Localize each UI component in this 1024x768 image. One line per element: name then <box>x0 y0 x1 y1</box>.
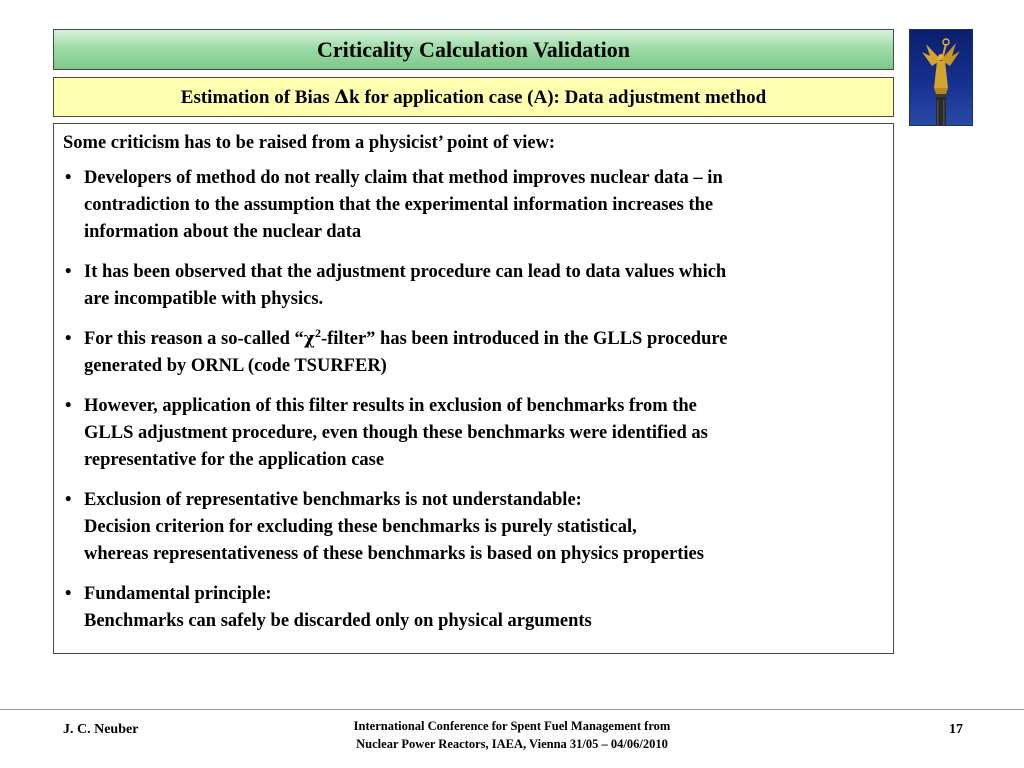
bullet-line: Exclusion of representative benchmarks is not understandable: <box>84 490 582 510</box>
footer-author: J. C. Neuber <box>63 722 139 737</box>
bullet-line: are incompatible with physics. <box>84 289 324 309</box>
slide-subtitle <box>181 86 766 109</box>
slide-title: Criticality Calculation Validation <box>317 36 630 62</box>
bullet-marker: • <box>65 396 72 416</box>
chi-symbol: χ <box>303 329 315 349</box>
bullet-marker: • <box>65 262 72 282</box>
bullet-line: Fundamental principle: <box>84 584 272 604</box>
content-box <box>53 123 894 654</box>
bullet-line: GLLS adjustment procedure, even though these benchmarks were identified as <box>84 423 708 443</box>
bullet-item <box>63 259 883 313</box>
footer-divider <box>0 709 1024 710</box>
footer-conference-line: International Conference for Spent Fuel Management from <box>353 719 671 733</box>
chi-filter-suffix: -filter” has been introduced in the GLLS procedure <box>320 329 728 349</box>
footer-conference <box>262 717 762 753</box>
bullet-line: information about the nuclear data <box>84 222 362 242</box>
bullet-item <box>63 581 883 635</box>
bullet-item <box>63 326 883 380</box>
intro-text: Some criticism has to be raised from a physicist’ point of view: <box>63 133 556 153</box>
subtitle-suffix: k for application case (A): Data adjustment method <box>349 86 767 108</box>
slide-subtitle-bar <box>53 77 894 117</box>
bullet-item <box>63 393 883 474</box>
chi-filter-prefix: For this reason a so-called “ <box>84 329 304 349</box>
bullet-line: Developers of method do not really claim that method improves nuclear data – in <box>84 168 723 188</box>
delta-symbol: Δ <box>334 85 350 108</box>
bullet-line <box>84 326 883 353</box>
page-number: 17 <box>949 722 963 737</box>
chi-superscript: 2 <box>314 325 321 340</box>
bullet-line: Decision criterion for excluding these benchmarks is purely statistical, <box>84 517 637 537</box>
victory-column-statue-icon <box>909 29 973 126</box>
bullet-item <box>63 487 883 568</box>
bullet-marker: • <box>65 329 72 349</box>
slide-title-bar <box>53 29 894 70</box>
bullet-item <box>63 165 883 246</box>
bullet-line: However, application of this filter results in exclusion of benchmarks from the <box>84 396 697 416</box>
bullet-marker: • <box>65 490 72 510</box>
bullet-line: Benchmarks can safely be discarded only on physical arguments <box>84 611 592 631</box>
bullet-line: representative for the application case <box>84 450 385 470</box>
bullet-line: It has been observed that the adjustment procedure can lead to data values which <box>84 262 727 282</box>
subtitle-prefix: Estimation of Bias <box>180 86 335 108</box>
footer-conference-line: Nuclear Power Reactors, IAEA, Vienna 31/05 – 04/06/2010 <box>356 737 668 751</box>
bullet-marker: • <box>65 168 72 188</box>
bullet-line: generated by ORNL (code TSURFER) <box>84 356 387 376</box>
bullet-list <box>63 165 883 635</box>
bullet-marker: • <box>65 584 72 604</box>
bullet-line: contradiction to the assumption that the experimental information increases the <box>84 195 714 215</box>
bullet-line: whereas representativeness of these benchmarks is based on physics properties <box>84 544 704 564</box>
